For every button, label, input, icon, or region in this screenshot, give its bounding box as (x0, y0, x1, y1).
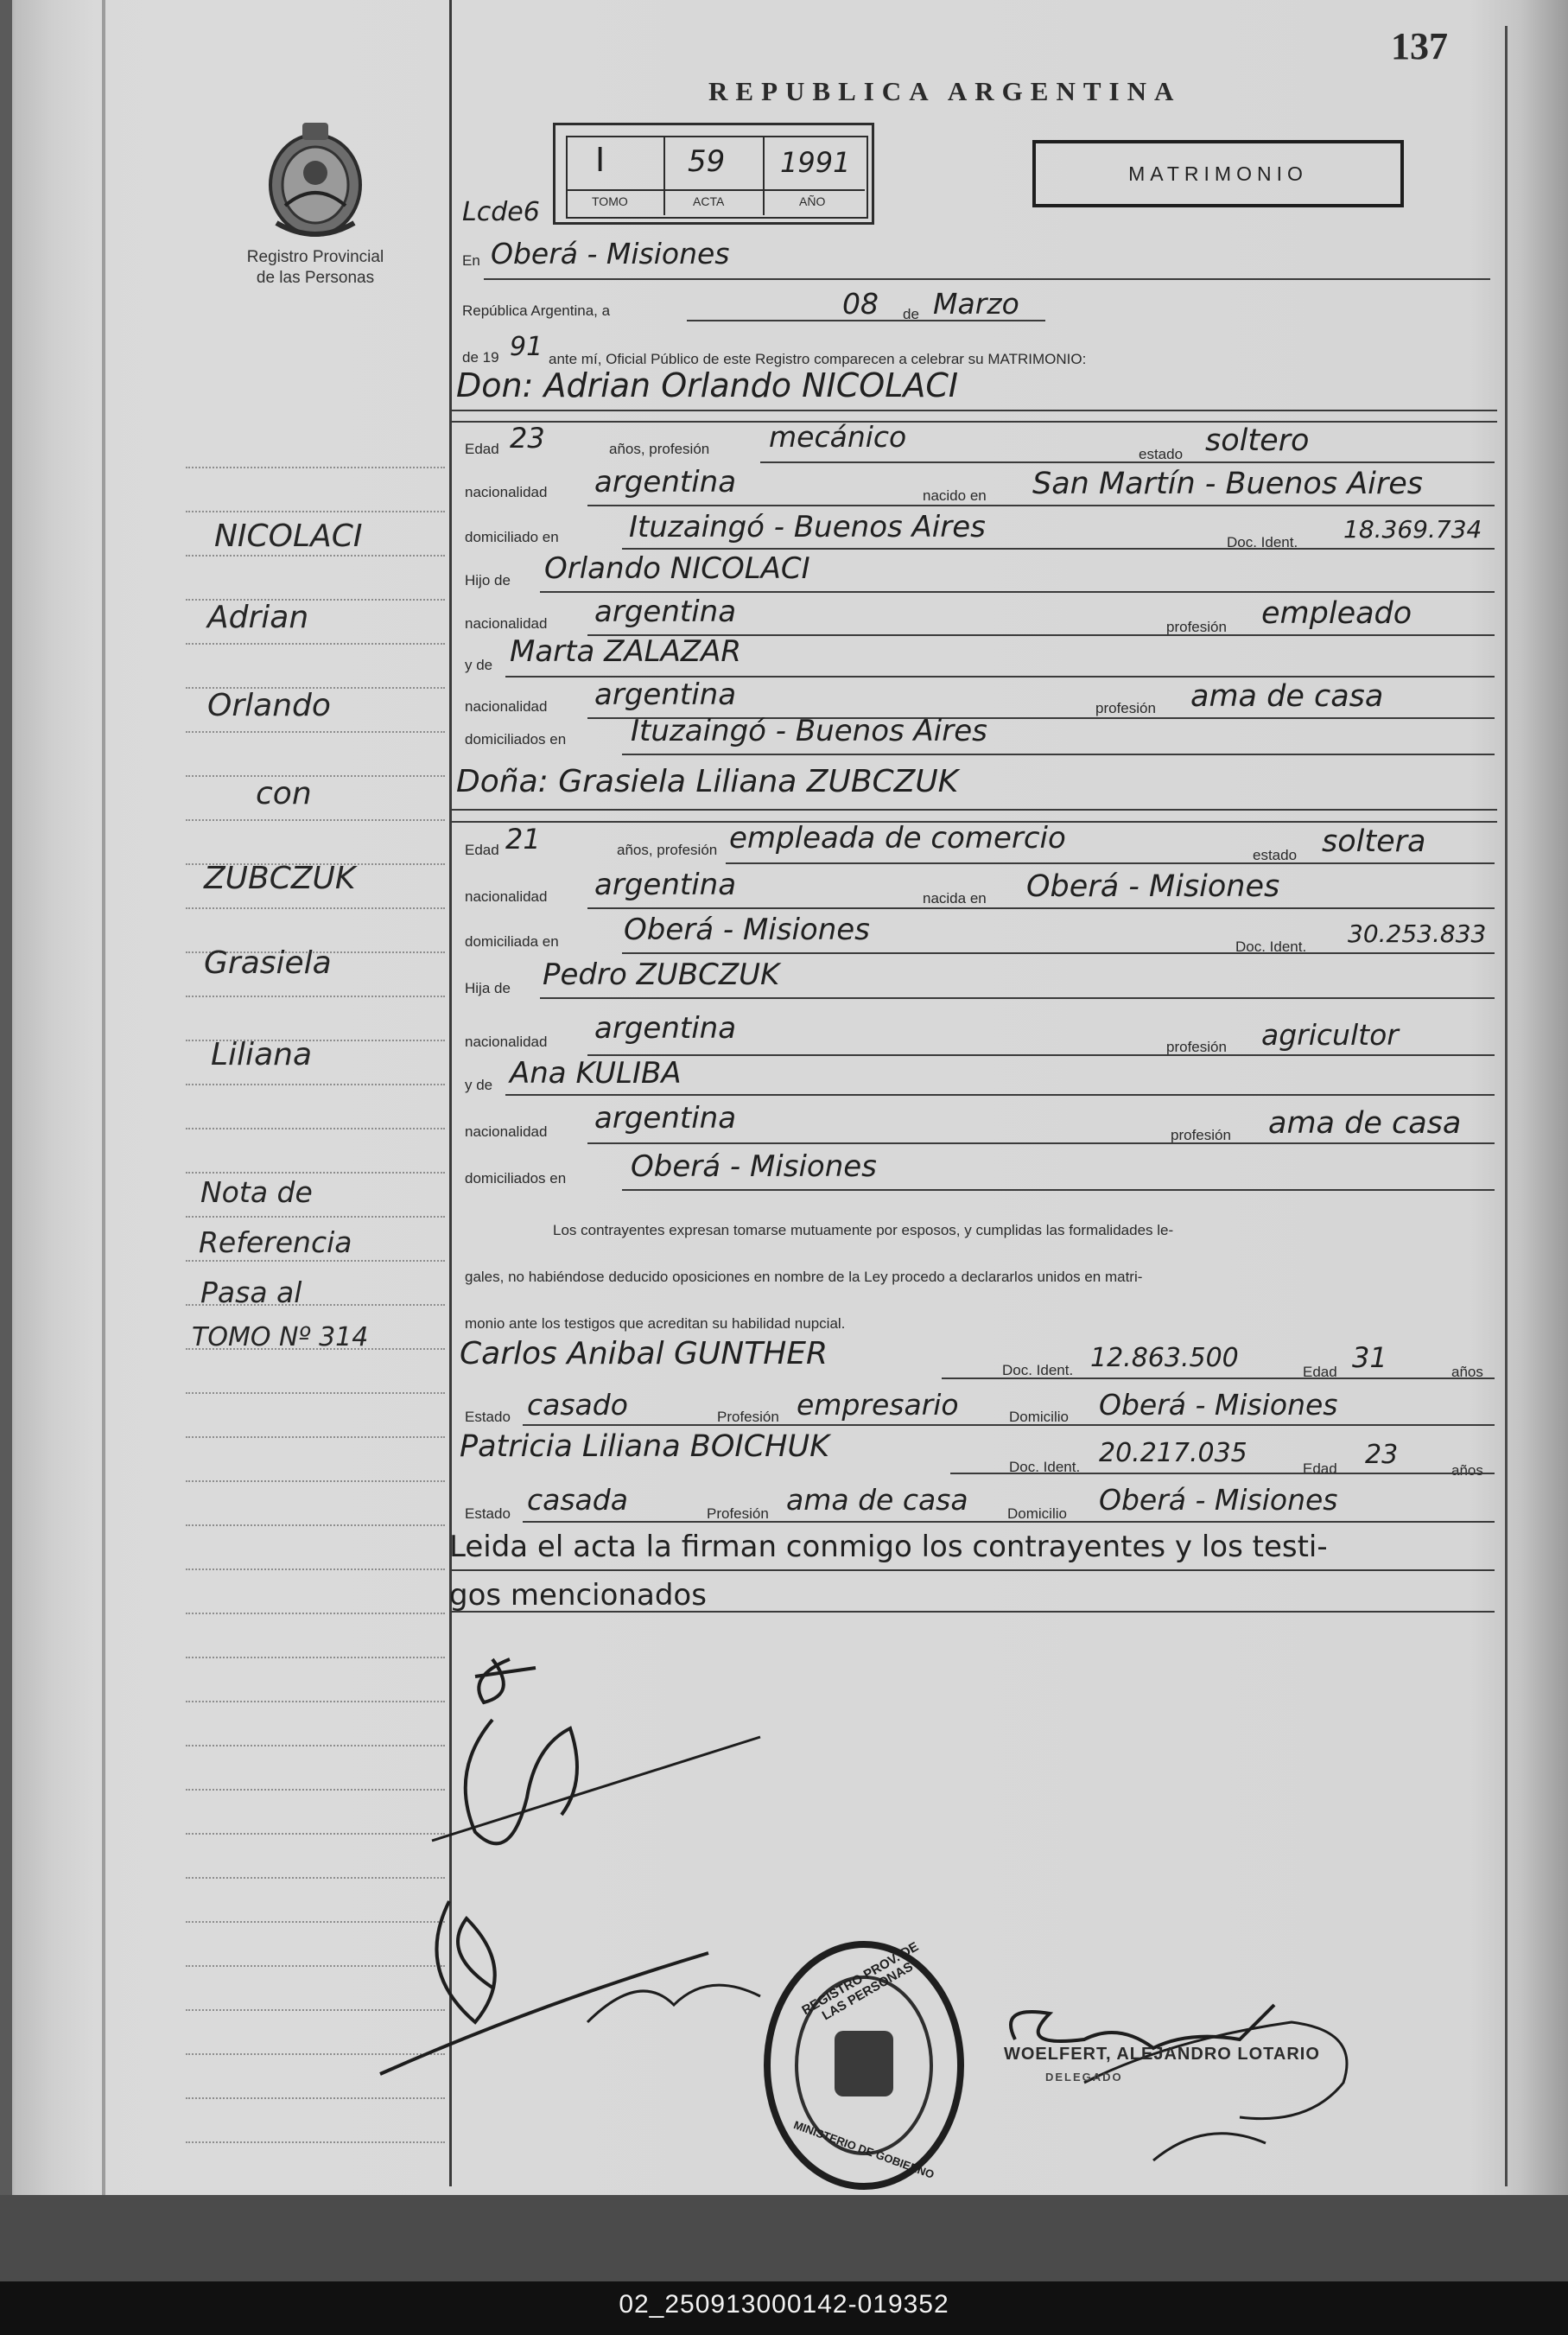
margin-dotted-line (186, 2141, 445, 2143)
bride-padres-dom: Oberá - Misiones (631, 1149, 877, 1184)
margin-dotted-line (186, 1392, 445, 1394)
margin-dotted-line (186, 907, 445, 909)
groom-estado-label: estado (1139, 446, 1184, 462)
bride-estado: soltera (1322, 824, 1426, 859)
book-fold (0, 0, 12, 2195)
margin-name-grasiela: Grasiela (204, 945, 332, 981)
officer-signature (981, 1988, 1395, 2178)
bride-padre-nac: argentina (594, 1011, 737, 1046)
declaration-line3: monio ante los testigos que acreditan su habilidad nupcial. (465, 1315, 846, 1332)
seal-text: REGISTRO PROV. DE LAS PERSONAS (799, 1939, 922, 2024)
bride-madre-prof-label: profesión (1171, 1127, 1231, 1143)
acta-cell (665, 136, 765, 215)
groom-edad-label: Edad (465, 441, 499, 457)
groom-doc: 18.369.734 (1343, 515, 1482, 544)
intro-text: ante mí, Oficial Público de este Registro comparecen a celebrar su MATRIMONIO: (549, 351, 1087, 367)
witness1-name: Carlos Anibal GUNTHER (460, 1336, 828, 1371)
margin-dotted-line (186, 731, 445, 733)
groom-nacionalidad: argentina (594, 465, 737, 499)
margin-name-adrian: Adrian (207, 600, 309, 635)
groom-padre-prof: empleado (1261, 596, 1412, 631)
groom-padres-dom: Ituzaingó - Buenos Aires (631, 714, 987, 748)
groom-edad: 23 (510, 422, 545, 455)
witness1-edad: 31 (1352, 1341, 1387, 1374)
margin-dotted-line (186, 1172, 445, 1174)
witness2-domicilio: Oberá - Misiones (1099, 1483, 1338, 1517)
witness2-edad-label: Edad (1303, 1460, 1337, 1477)
registry-name-line1: Registro Provincial (246, 248, 384, 266)
witness2-prof-label: Profesión (707, 1505, 769, 1522)
witness1-edad-label: Edad (1303, 1364, 1337, 1380)
bride-estado-label: estado (1253, 847, 1298, 863)
bride-nacionalidad: argentina (594, 868, 737, 902)
margin-dotted-line (186, 1216, 445, 1218)
bride-doc: 30.253.833 (1348, 919, 1487, 948)
bride-padres-dom-label: domiciliados en (465, 1170, 567, 1187)
witness1-doc: 12.863.500 (1090, 1343, 1239, 1373)
bride-madre-prof: ama de casa (1268, 1106, 1462, 1141)
witness1-domicilio: Oberá - Misiones (1099, 1388, 1338, 1422)
bride-nacido-label: nacida en (923, 890, 987, 907)
groom-dom-label: domiciliado en (465, 529, 559, 545)
year-prefix: de 19 (462, 349, 499, 366)
officer-stamp-role: DELEGADO (1045, 2071, 1123, 2084)
tomo-cell (566, 136, 665, 215)
margin-con: con (256, 776, 312, 811)
declaration-line1: Los contrayentes expresan tomarse mutuamente por esposos, y cumplidas las formalidades le- (553, 1222, 1174, 1238)
bride-nacido: Oberá - Misiones (1026, 869, 1280, 904)
acta-label: ACTA (693, 194, 725, 208)
coat-of-arms-icon (259, 119, 371, 240)
margin-dotted-line (186, 1568, 445, 1570)
bride-madre-nac-label: nacionalidad (465, 1123, 548, 1140)
groom-nac-label: nacionalidad (465, 484, 548, 500)
witness2-estado: casada (527, 1483, 628, 1517)
margin-dotted-line (186, 511, 445, 512)
bride-nac-label: nacionalidad (465, 888, 548, 905)
declaration-line2: gales, no habiéndose deducido oposiciones en nombre de la Ley procedo a declararlos unidos en matri- (465, 1269, 1143, 1285)
groom-padre-prof-label: profesión (1166, 619, 1227, 635)
record-prefix: Lcde6 (462, 197, 540, 227)
de-label: de (903, 306, 919, 322)
tomo-value: I (595, 141, 606, 179)
groom-madre-label: y de (465, 657, 493, 673)
groom-madre: Marta ZALAZAR (510, 634, 742, 669)
bride-edad: 21 (505, 823, 541, 856)
groom-doc-label: Doc. Ident. (1227, 534, 1298, 550)
groom-anos-label: años, profesión (609, 441, 710, 457)
bride-domicilio: Oberá - Misiones (624, 913, 870, 947)
margin-dotted-line (186, 643, 445, 645)
groom-padre-nac: argentina (594, 595, 737, 629)
margin-dotted-line (186, 1613, 445, 1614)
margin-dotted-line (186, 1524, 445, 1526)
witness1-dom-label: Domicilio (1009, 1409, 1069, 1425)
witness2-edad: 23 (1365, 1440, 1399, 1470)
margin-dotted-line (186, 996, 445, 997)
bride-doc-label: Doc. Ident. (1235, 938, 1307, 955)
margin-name-liliana: Liliana (211, 1037, 312, 1072)
closing-line1: Leida el acta la firman conmigo los contrayentes y los testi- (449, 1530, 1328, 1564)
bride-anos-label: años, profesión (617, 842, 718, 858)
margin-dotted-line (186, 1260, 445, 1262)
tomo-label: TOMO (592, 194, 628, 208)
margin-note-line4: TOMO Nº 314 (192, 1322, 369, 1352)
bride-profesion: empleada de comercio (729, 821, 1066, 856)
matrimonio-label: MATRIMONIO (1128, 162, 1308, 185)
groom-padre: Orlando NICOLACI (544, 551, 810, 586)
groom-domicilio: Ituzaingó - Buenos Aires (629, 510, 986, 544)
groom-padres-dom-label: domiciliados en (465, 731, 567, 748)
matrimonio-box (1032, 140, 1404, 207)
bride-padre-nac-label: nacionalidad (465, 1034, 548, 1050)
witness1-profesion: empresario (797, 1388, 959, 1422)
witness1-estado: casado (527, 1388, 628, 1422)
bride-hija-label: Hija de (465, 980, 511, 996)
margin-note-line3: Pasa al (200, 1276, 302, 1309)
officer-stamp-name: WOELFERT, ALEJANDRO LOTARIO (1004, 2045, 1320, 2064)
page-number: 137 (1391, 25, 1448, 67)
image-caption: 02_250913000142-019352 (619, 2290, 949, 2319)
republica-label: República Argentina, a (462, 302, 611, 319)
intro-month: Marzo (933, 287, 1019, 321)
groom-nacido: San Martín - Buenos Aires (1032, 467, 1424, 501)
margin-surname-groom: NICOLACI (214, 519, 363, 554)
bride-padre: Pedro ZUBCZUK (543, 958, 780, 992)
registry-name (199, 247, 432, 289)
margin-name-orlando: Orlando (207, 688, 331, 723)
groom-nacido-label: nacido en (923, 487, 987, 504)
margin-dotted-line (186, 1128, 445, 1129)
margin-dotted-line (186, 1084, 445, 1085)
bride-dom-label: domiciliada en (465, 933, 559, 950)
registry-seal (760, 1936, 968, 2195)
groom-madre-prof-label: profesión (1095, 700, 1156, 716)
bride-madre: Ana KULIBA (510, 1056, 682, 1091)
bride-edad-label: Edad (465, 842, 499, 858)
right-rule (1505, 26, 1508, 2186)
margin-dotted-line (186, 819, 445, 821)
witness1-doc-label: Doc. Ident. (1002, 1362, 1074, 1378)
margin-dotted-line (186, 467, 445, 468)
groom-profesion: mecánico (769, 420, 907, 454)
bottom-background (0, 2195, 1568, 2281)
margin-dotted-line (186, 1436, 445, 1438)
ano-value: 1991 (780, 146, 851, 179)
groom-hijo-label: Hijo de (465, 572, 511, 589)
witness1-estado-label: Estado (465, 1409, 511, 1425)
registry-name-line2: de las Personas (256, 269, 375, 287)
witness2-doc-label: Doc. Ident. (1009, 1459, 1081, 1475)
country-title: REPUBLICA ARGENTINA (708, 76, 1182, 106)
en-label: En (462, 252, 480, 269)
witness2-name: Patricia Liliana BOICHUK (460, 1429, 830, 1464)
margin-note-line2: Referencia (199, 1225, 352, 1259)
margin-dotted-line (186, 775, 445, 777)
groom-estado: soltero (1205, 423, 1310, 458)
witness2-dom-label: Domicilio (1007, 1505, 1067, 1522)
witness2-profesion: ama de casa (786, 1483, 968, 1517)
groom-madre-nac: argentina (594, 678, 737, 712)
intro-day: 08 (842, 287, 879, 321)
closing-line2: gos mencionados (449, 1578, 707, 1613)
margin-dotted-line (186, 1480, 445, 1482)
intro-place: Oberá - Misiones (491, 237, 730, 270)
groom-madre-nac-label: nacionalidad (465, 698, 548, 715)
page-spine (102, 0, 105, 2195)
groom-madre-prof: ama de casa (1190, 679, 1384, 714)
ano-label: AÑO (799, 194, 826, 208)
groom-padre-nac-label: nacionalidad (465, 615, 548, 632)
margin-surname-bride: ZUBCZUK (204, 861, 356, 896)
bride-name: Doña: Grasiela Liliana ZUBCZUK (456, 764, 959, 799)
acta-value: 59 (688, 144, 726, 179)
witness2-estado-label: Estado (465, 1505, 511, 1522)
bride-padre-prof: agricultor (1261, 1018, 1399, 1052)
margin-dotted-line (186, 555, 445, 557)
bride-madre-nac: argentina (594, 1101, 737, 1136)
year-suffix: 91 (510, 332, 543, 362)
witness2-anos-label: años (1451, 1462, 1483, 1479)
ano-cell (765, 136, 865, 215)
record-box (553, 123, 874, 225)
seal-subtext: MINISTERIO DE GOBIERNO (791, 2118, 936, 2181)
bride-madre-label: y de (465, 1077, 493, 1093)
witness1-anos-label: años (1451, 1364, 1483, 1380)
witness1-prof-label: Profesión (717, 1409, 779, 1425)
bride-padre-prof-label: profesión (1166, 1039, 1227, 1055)
margin-note-line1: Nota de (200, 1175, 313, 1209)
groom-name: Don: Adrian Orlando NICOLACI (456, 366, 959, 404)
witness2-doc: 20.217.035 (1099, 1438, 1247, 1468)
